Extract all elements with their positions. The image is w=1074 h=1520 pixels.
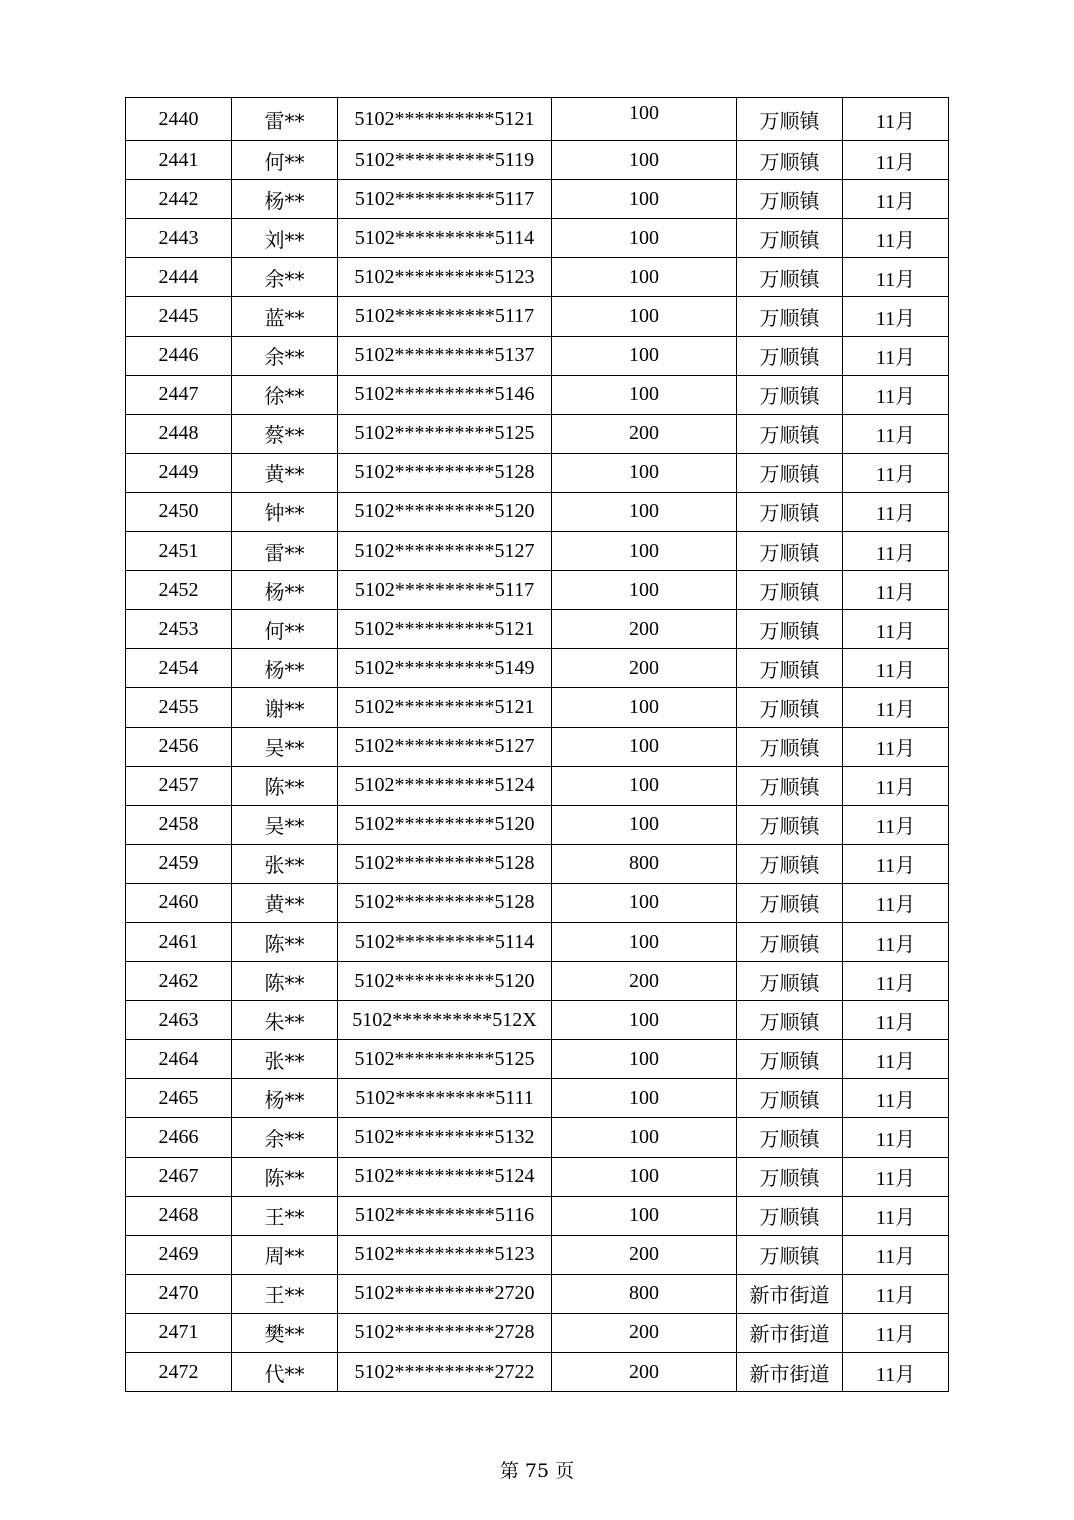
table-row (126, 453, 949, 492)
cell-seq: 2451 (126, 532, 232, 571)
cell-amount: 100 (552, 98, 737, 141)
cell-seq: 2465 (126, 1079, 232, 1118)
table-row (126, 1157, 949, 1196)
cell-seq: 2454 (126, 649, 232, 688)
table-row (126, 1274, 949, 1313)
page-number: 第 75 页 (499, 1460, 575, 1482)
cell-seq: 2458 (126, 805, 232, 844)
cell-name: 余** (232, 258, 338, 297)
cell-month: 11月 (843, 297, 949, 336)
cell-month: 11月 (843, 1196, 949, 1235)
cell-seq: 2448 (126, 414, 232, 453)
cell-seq: 2472 (126, 1353, 232, 1392)
cell-month: 11月 (843, 571, 949, 610)
table-row (126, 1196, 949, 1235)
table-row (126, 219, 949, 258)
cell-name: 杨** (232, 649, 338, 688)
cell-seq: 2440 (126, 98, 232, 141)
cell-month: 11月 (843, 922, 949, 961)
cell-seq: 2470 (126, 1274, 232, 1313)
cell-amount: 100 (552, 727, 737, 766)
cell-location: 万顺镇 (737, 532, 843, 571)
cell-amount: 800 (552, 844, 737, 883)
cell-month: 11月 (843, 1157, 949, 1196)
cell-amount: 100 (552, 375, 737, 414)
records-body (126, 98, 949, 1392)
cell-seq: 2442 (126, 180, 232, 219)
table-row (126, 844, 949, 883)
table-row (126, 180, 949, 219)
cell-seq: 2460 (126, 883, 232, 922)
cell-month: 11月 (843, 610, 949, 649)
cell-id-number: 5102**********5123 (338, 258, 552, 297)
cell-month: 11月 (843, 1118, 949, 1157)
cell-amount: 100 (552, 258, 737, 297)
cell-amount: 200 (552, 1313, 737, 1352)
cell-amount: 100 (552, 1196, 737, 1235)
cell-seq: 2459 (126, 844, 232, 883)
cell-month: 11月 (843, 1353, 949, 1392)
table-row (126, 258, 949, 297)
cell-month: 11月 (843, 805, 949, 844)
cell-location: 万顺镇 (737, 610, 843, 649)
cell-location: 万顺镇 (737, 1196, 843, 1235)
cell-amount: 100 (552, 336, 737, 375)
cell-month: 11月 (843, 1235, 949, 1274)
cell-id-number: 5102**********5121 (338, 688, 552, 727)
cell-id-number: 5102**********5120 (338, 492, 552, 531)
cell-month: 11月 (843, 1001, 949, 1040)
cell-location: 万顺镇 (737, 414, 843, 453)
cell-location: 万顺镇 (737, 258, 843, 297)
cell-location: 万顺镇 (737, 1079, 843, 1118)
cell-month: 11月 (843, 1313, 949, 1352)
table-row (126, 1040, 949, 1079)
cell-id-number: 5102**********5123 (338, 1235, 552, 1274)
cell-seq: 2464 (126, 1040, 232, 1079)
cell-name: 杨** (232, 180, 338, 219)
table-row (126, 1001, 949, 1040)
cell-name: 朱** (232, 1001, 338, 1040)
cell-name: 王** (232, 1274, 338, 1313)
cell-amount: 100 (552, 492, 737, 531)
cell-location: 万顺镇 (737, 844, 843, 883)
cell-amount: 200 (552, 1235, 737, 1274)
table-row (126, 414, 949, 453)
cell-id-number: 5102**********5117 (338, 571, 552, 610)
cell-month: 11月 (843, 1274, 949, 1313)
cell-id-number: 5102**********512X (338, 1001, 552, 1040)
table-row (126, 571, 949, 610)
cell-location: 万顺镇 (737, 649, 843, 688)
cell-seq: 2453 (126, 610, 232, 649)
cell-month: 11月 (843, 1040, 949, 1079)
cell-month: 11月 (843, 727, 949, 766)
cell-month: 11月 (843, 453, 949, 492)
cell-name: 陈** (232, 922, 338, 961)
cell-name: 谢** (232, 688, 338, 727)
cell-seq: 2469 (126, 1235, 232, 1274)
cell-id-number: 5102**********2722 (338, 1353, 552, 1392)
cell-name: 余** (232, 1118, 338, 1157)
cell-seq: 2450 (126, 492, 232, 531)
cell-name: 黄** (232, 883, 338, 922)
table-row (126, 98, 949, 141)
cell-month: 11月 (843, 766, 949, 805)
table-row (126, 610, 949, 649)
cell-month: 11月 (843, 180, 949, 219)
cell-id-number: 5102**********2720 (338, 1274, 552, 1313)
cell-seq: 2443 (126, 219, 232, 258)
cell-seq: 2452 (126, 571, 232, 610)
cell-name: 陈** (232, 766, 338, 805)
cell-id-number: 5102**********5137 (338, 336, 552, 375)
cell-month: 11月 (843, 336, 949, 375)
cell-month: 11月 (843, 649, 949, 688)
cell-id-number: 5102**********5121 (338, 610, 552, 649)
cell-location: 万顺镇 (737, 805, 843, 844)
cell-id-number: 5102**********5121 (338, 98, 552, 141)
cell-name: 钟** (232, 492, 338, 531)
cell-seq: 2455 (126, 688, 232, 727)
cell-id-number: 5102**********5128 (338, 883, 552, 922)
cell-amount: 100 (552, 1118, 737, 1157)
cell-location: 万顺镇 (737, 492, 843, 531)
cell-id-number: 5102**********5127 (338, 532, 552, 571)
cell-amount: 100 (552, 219, 737, 258)
cell-seq: 2466 (126, 1118, 232, 1157)
cell-location: 万顺镇 (737, 297, 843, 336)
cell-amount: 100 (552, 453, 737, 492)
cell-location: 万顺镇 (737, 1118, 843, 1157)
cell-month: 11月 (843, 141, 949, 180)
cell-seq: 2445 (126, 297, 232, 336)
table-row (126, 1313, 949, 1352)
cell-amount: 100 (552, 1079, 737, 1118)
cell-month: 11月 (843, 532, 949, 571)
cell-id-number: 5102**********2728 (338, 1313, 552, 1352)
cell-amount: 100 (552, 141, 737, 180)
cell-location: 万顺镇 (737, 922, 843, 961)
cell-amount: 200 (552, 610, 737, 649)
cell-location: 万顺镇 (737, 336, 843, 375)
table-row (126, 297, 949, 336)
cell-amount: 100 (552, 1040, 737, 1079)
table-row (126, 532, 949, 571)
cell-seq: 2467 (126, 1157, 232, 1196)
cell-location: 万顺镇 (737, 688, 843, 727)
cell-amount: 200 (552, 962, 737, 1001)
cell-amount: 100 (552, 180, 737, 219)
cell-location: 万顺镇 (737, 453, 843, 492)
cell-location: 万顺镇 (737, 141, 843, 180)
cell-name: 陈** (232, 962, 338, 1001)
cell-location: 万顺镇 (737, 727, 843, 766)
cell-name: 黄** (232, 453, 338, 492)
table-row (126, 1118, 949, 1157)
cell-name: 吴** (232, 727, 338, 766)
cell-name: 杨** (232, 1079, 338, 1118)
cell-location: 万顺镇 (737, 1235, 843, 1274)
table-row (126, 375, 949, 414)
cell-seq: 2468 (126, 1196, 232, 1235)
cell-seq: 2446 (126, 336, 232, 375)
cell-id-number: 5102**********5132 (338, 1118, 552, 1157)
cell-seq: 2449 (126, 453, 232, 492)
cell-month: 11月 (843, 219, 949, 258)
cell-name: 吴** (232, 805, 338, 844)
cell-name: 何** (232, 141, 338, 180)
cell-amount: 100 (552, 571, 737, 610)
table-row (126, 962, 949, 1001)
table-row (126, 766, 949, 805)
cell-id-number: 5102**********5114 (338, 922, 552, 961)
cell-id-number: 5102**********5149 (338, 649, 552, 688)
table-row (126, 688, 949, 727)
cell-name: 蔡** (232, 414, 338, 453)
cell-amount: 200 (552, 414, 737, 453)
cell-id-number: 5102**********5124 (338, 766, 552, 805)
cell-id-number: 5102**********5120 (338, 805, 552, 844)
cell-name: 张** (232, 844, 338, 883)
cell-month: 11月 (843, 883, 949, 922)
cell-id-number: 5102**********5124 (338, 1157, 552, 1196)
cell-id-number: 5102**********5127 (338, 727, 552, 766)
cell-location: 万顺镇 (737, 98, 843, 141)
cell-id-number: 5102**********5146 (338, 375, 552, 414)
cell-amount: 100 (552, 1157, 737, 1196)
cell-id-number: 5102**********5117 (338, 297, 552, 336)
cell-month: 11月 (843, 844, 949, 883)
cell-id-number: 5102**********5111 (338, 1079, 552, 1118)
cell-name: 徐** (232, 375, 338, 414)
cell-id-number: 5102**********5114 (338, 219, 552, 258)
table-row (126, 1079, 949, 1118)
records-table (125, 97, 949, 1392)
cell-id-number: 5102**********5117 (338, 180, 552, 219)
cell-seq: 2456 (126, 727, 232, 766)
cell-name: 周** (232, 1235, 338, 1274)
cell-name: 刘** (232, 219, 338, 258)
cell-seq: 2444 (126, 258, 232, 297)
cell-month: 11月 (843, 414, 949, 453)
cell-location: 万顺镇 (737, 180, 843, 219)
table-row (126, 141, 949, 180)
cell-location: 万顺镇 (737, 1040, 843, 1079)
cell-id-number: 5102**********5128 (338, 453, 552, 492)
cell-month: 11月 (843, 962, 949, 1001)
cell-location: 万顺镇 (737, 571, 843, 610)
cell-seq: 2461 (126, 922, 232, 961)
cell-location: 新市街道 (737, 1274, 843, 1313)
cell-name: 王** (232, 1196, 338, 1235)
cell-month: 11月 (843, 258, 949, 297)
cell-location: 万顺镇 (737, 1001, 843, 1040)
cell-name: 樊** (232, 1313, 338, 1352)
cell-id-number: 5102**********5116 (338, 1196, 552, 1235)
cell-amount: 100 (552, 1001, 737, 1040)
cell-amount: 100 (552, 805, 737, 844)
cell-amount: 100 (552, 532, 737, 571)
table-row (126, 883, 949, 922)
cell-amount: 800 (552, 1274, 737, 1313)
cell-location: 万顺镇 (737, 962, 843, 1001)
cell-location: 万顺镇 (737, 883, 843, 922)
cell-location: 万顺镇 (737, 219, 843, 258)
cell-id-number: 5102**********5128 (338, 844, 552, 883)
cell-seq: 2441 (126, 141, 232, 180)
table-row (126, 805, 949, 844)
cell-name: 杨** (232, 571, 338, 610)
table-row (126, 1353, 949, 1392)
cell-name: 余** (232, 336, 338, 375)
cell-seq: 2471 (126, 1313, 232, 1352)
cell-month: 11月 (843, 688, 949, 727)
cell-name: 蓝** (232, 297, 338, 336)
cell-amount: 100 (552, 297, 737, 336)
cell-location: 万顺镇 (737, 766, 843, 805)
cell-location: 新市街道 (737, 1313, 843, 1352)
cell-amount: 100 (552, 766, 737, 805)
cell-amount: 100 (552, 883, 737, 922)
cell-location: 万顺镇 (737, 1157, 843, 1196)
cell-month: 11月 (843, 492, 949, 531)
table-row (126, 649, 949, 688)
cell-name: 何** (232, 610, 338, 649)
cell-name: 张** (232, 1040, 338, 1079)
cell-amount: 200 (552, 649, 737, 688)
cell-id-number: 5102**********5125 (338, 414, 552, 453)
cell-id-number: 5102**********5120 (338, 962, 552, 1001)
cell-location: 万顺镇 (737, 375, 843, 414)
cell-id-number: 5102**********5125 (338, 1040, 552, 1079)
cell-seq: 2447 (126, 375, 232, 414)
cell-month: 11月 (843, 98, 949, 141)
cell-month: 11月 (843, 1079, 949, 1118)
cell-name: 代** (232, 1353, 338, 1392)
cell-amount: 100 (552, 688, 737, 727)
table-row (126, 922, 949, 961)
cell-amount: 100 (552, 922, 737, 961)
cell-amount: 200 (552, 1353, 737, 1392)
cell-name: 雷** (232, 532, 338, 571)
table-row (126, 1235, 949, 1274)
cell-name: 雷** (232, 98, 338, 141)
table-row (126, 492, 949, 531)
table-row (126, 336, 949, 375)
cell-location: 新市街道 (737, 1353, 843, 1392)
table-row (126, 727, 949, 766)
cell-month: 11月 (843, 375, 949, 414)
cell-seq: 2457 (126, 766, 232, 805)
cell-seq: 2462 (126, 962, 232, 1001)
cell-name: 陈** (232, 1157, 338, 1196)
cell-seq: 2463 (126, 1001, 232, 1040)
cell-id-number: 5102**********5119 (338, 141, 552, 180)
